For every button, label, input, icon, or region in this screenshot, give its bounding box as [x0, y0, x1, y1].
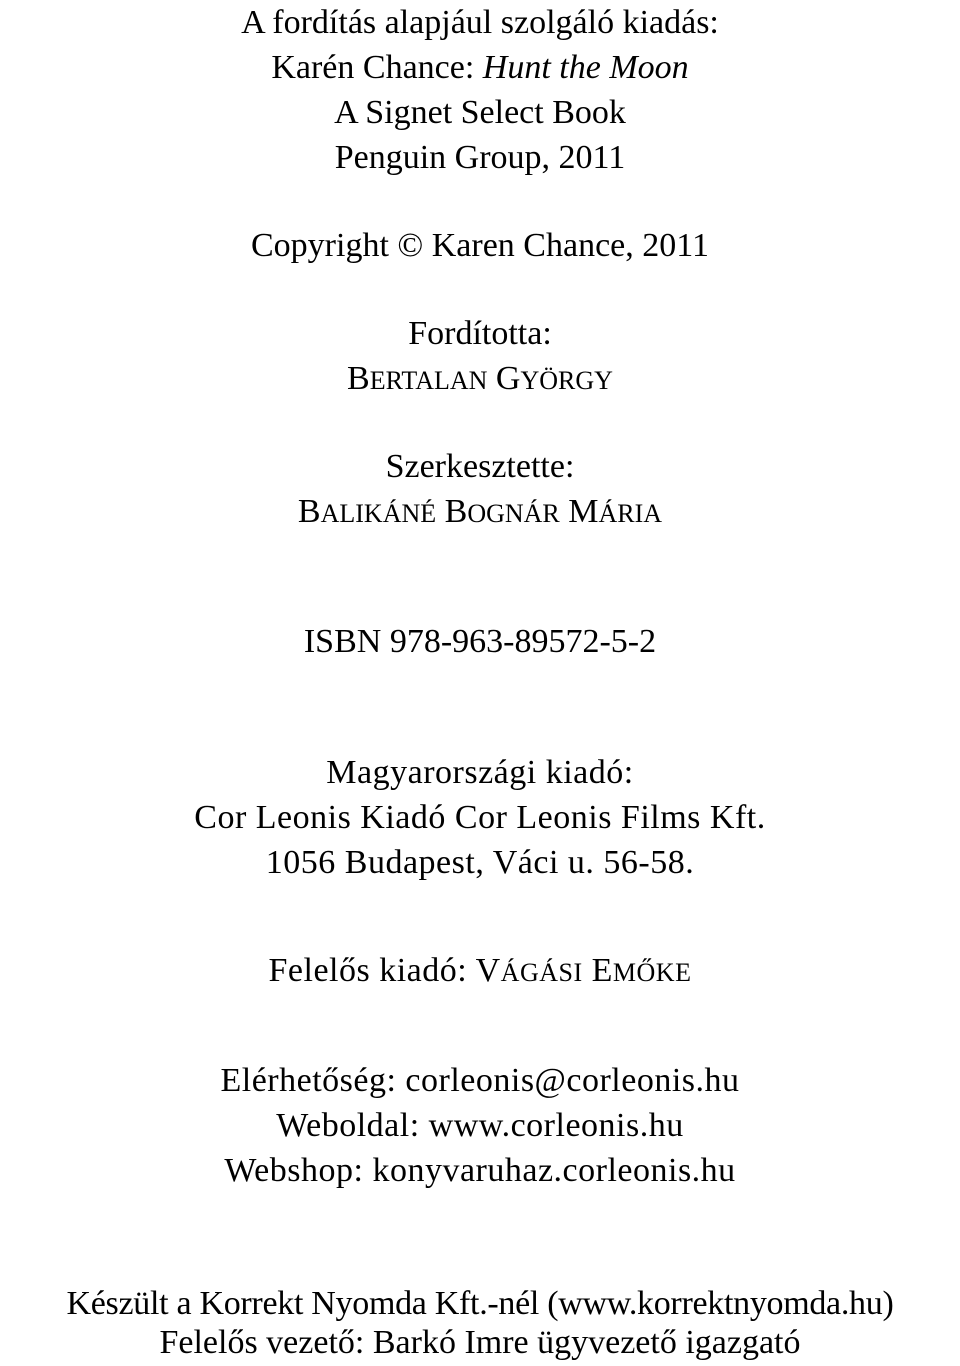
contact-webshop: Webshop: konyvaruhaz.corleonis.hu	[224, 1152, 736, 1189]
source-author: Karén Chance:	[271, 49, 483, 86]
copyright-prefix: Copyright	[251, 227, 398, 264]
source-edition-label: A fordítás alapjául szolgáló kiadás:	[241, 4, 719, 41]
contact-website: Weboldal: www.corleonis.hu	[276, 1107, 684, 1144]
hungarian-publisher-name: Cor Leonis Kiadó Cor Leonis Films Kft.	[194, 799, 766, 836]
printer-manager: Felelős vezető: Barkó Imre ügyvezető igazgató	[159, 1324, 801, 1361]
editor-name: BALIKÁNÉ BOGNÁR MÁRIA	[297, 493, 663, 530]
editor-label: Szerkesztette:	[385, 448, 575, 485]
translator-name: BERTALAN GYÖRGY	[347, 360, 613, 397]
hungarian-publisher-label: Magyarországi kiadó:	[326, 754, 634, 791]
printer-line: Készült a Korrekt Nyomda Kft.-nél (www.korrektnyomda.hu)	[66, 1285, 894, 1322]
source-author-title	[0, 45, 960, 91]
source-title: Hunt the Moon	[482, 49, 689, 86]
responsible-publisher: Felelős kiadó: VÁGÁSI EMŐKE	[268, 952, 692, 989]
source-publisher: Penguin Group, 2011	[334, 139, 626, 176]
source-imprint: A Signet Select Book	[334, 94, 626, 131]
copyright-symbol: ©	[397, 227, 424, 264]
translator-label: Fordította:	[408, 315, 552, 352]
copyright-text: Karen Chance, 2011	[423, 227, 709, 264]
contact-email: Elérhetőség: corleonis@corleonis.hu	[220, 1062, 740, 1099]
copyright-line	[0, 223, 960, 269]
hungarian-publisher-address: 1056 Budapest, Váci u. 56-58.	[265, 844, 695, 881]
isbn: ISBN 978-963-89572-5-2	[303, 623, 657, 660]
